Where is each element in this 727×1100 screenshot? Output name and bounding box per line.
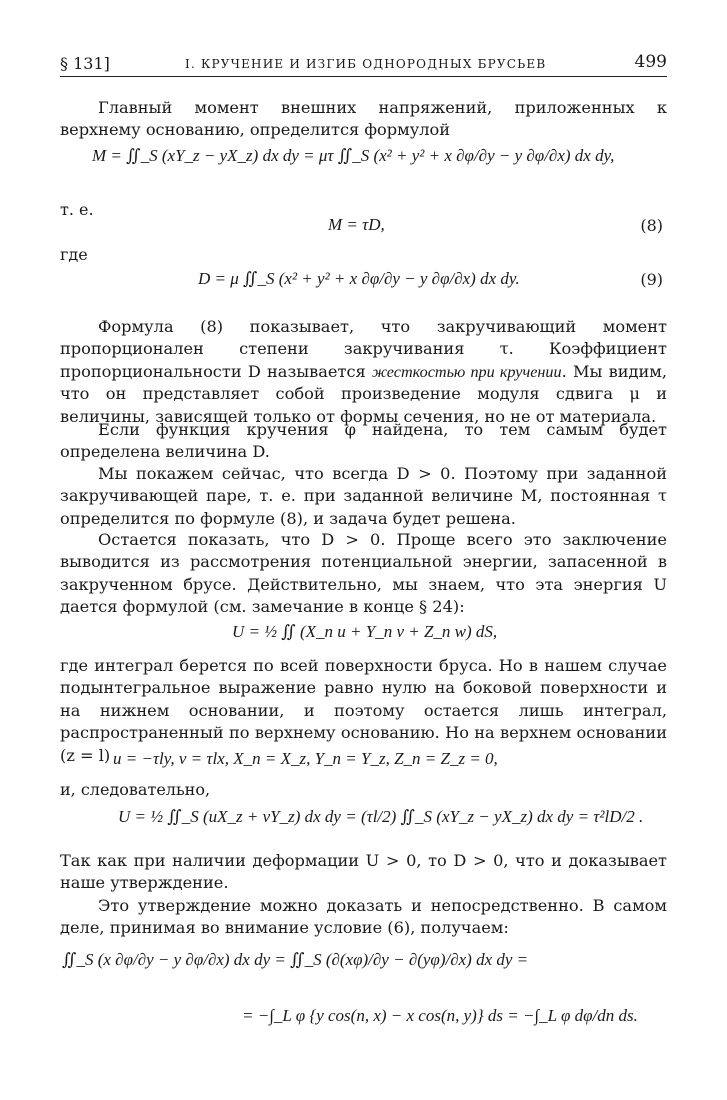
- page-number: 499: [634, 52, 667, 72]
- equation-9: D = μ ∬_S (x² + y² + x ∂φ/∂y − y ∂φ/∂x) dx dy.: [198, 269, 520, 288]
- equation-energy: U = ½ ∬ (X_n u + Y_n v + Z_n w) dS,: [232, 622, 498, 641]
- paragraph-conclusion: Так как при наличии деформации U > 0, то D > 0, что и доказывает наше утверждение.: [60, 851, 667, 893]
- paragraph-integral: где интеграл берется по всей поверхности бруса. Но в нашем случае подынтегральное выражение равно нулю на боковой поверхности и на нижнем основании, и поэтому остается лишь интеграл, распространенный по верхнему основанию. Но на верхнем основании (z = l): [60, 656, 667, 765]
- equation-moment: M = ∬_S (xY_z − yX_z) dx dy = μτ ∬_S (x² + y² + x ∂φ/∂y − y ∂φ/∂x) dx dy,: [92, 146, 615, 165]
- paragraph-energy: Остается показать, что D > 0. Проще всего это заключение выводится из рассмотрения потенциальной энергии, запасенной в закрученном брусе. Действительно, мы знаем, что эта энергия U дается формулой (см. замечание в конце § 24):: [60, 530, 667, 617]
- paragraph-formula-8: [60, 316, 667, 428]
- running-header: [60, 52, 667, 77]
- equation-9-number: (9): [640, 270, 663, 289]
- equation-8: M = τD,: [328, 215, 385, 234]
- paragraph-main-moment: Главный момент внешних напряжений, приложенных к верхнему основанию, определится формулой: [60, 98, 667, 140]
- text-run: Формула (8) показывает, что закручивающий момент пропорционален степени закручивания τ. Коэффициент пропорциональности D называется: [60, 317, 667, 381]
- chapter-title: I. КРУЧЕНИЕ И ИЗГИБ ОДНОРОДНЫХ БРУСЬЕВ: [185, 57, 547, 71]
- section-marker: § 131]: [60, 54, 110, 73]
- equation-8-number: (8): [640, 216, 663, 235]
- emphasis-stiffness: жесткостью при кручении: [371, 362, 562, 381]
- equation-energy-result: U = ½ ∬_S (uX_z + vY_z) dx dy = (τl/2) ∬_S (xY_z − yX_z) dx dy = τ²lD/2 .: [118, 807, 644, 826]
- equation-displacements: u = −τly, v = τlx, X_n = X_z, Y_n = Y_z, Z_n = Z_z = 0,: [113, 749, 498, 768]
- paragraph-d-positive: Мы покажем сейчас, что всегда D > 0. Поэтому при заданной закручивающей паре, т. е. при заданной величине M, постоянная τ определится по формуле (8), и задача будет решена.: [60, 464, 667, 528]
- word-te: т. е.: [60, 200, 94, 219]
- equation-proof-line2: = −∫_L φ {y cos(n, x) − x cos(n, y)} ds = −∫_L φ dφ/dn ds.: [242, 1006, 638, 1025]
- word-gde: где: [60, 245, 88, 264]
- text-run: . Мы видим, что он представляет собой произведение модуля сдвига μ и величины, зависящей только от формы сечения, но не от материала.: [60, 361, 668, 426]
- word-consequently: и, следовательно,: [60, 780, 211, 799]
- equation-proof-line1: ∬_S (x ∂φ/∂y − y ∂φ/∂x) dx dy = ∬_S (∂(xφ)/∂y − ∂(yφ)/∂x) dx dy =: [62, 950, 529, 969]
- paragraph-direct-proof: Это утверждение можно доказать и непосредственно. В самом деле, принимая во внимание условие (6), получаем:: [60, 896, 667, 938]
- paragraph-torsion-function: Если функция кручения φ найдена, то тем самым будет определена величина D.: [60, 420, 667, 462]
